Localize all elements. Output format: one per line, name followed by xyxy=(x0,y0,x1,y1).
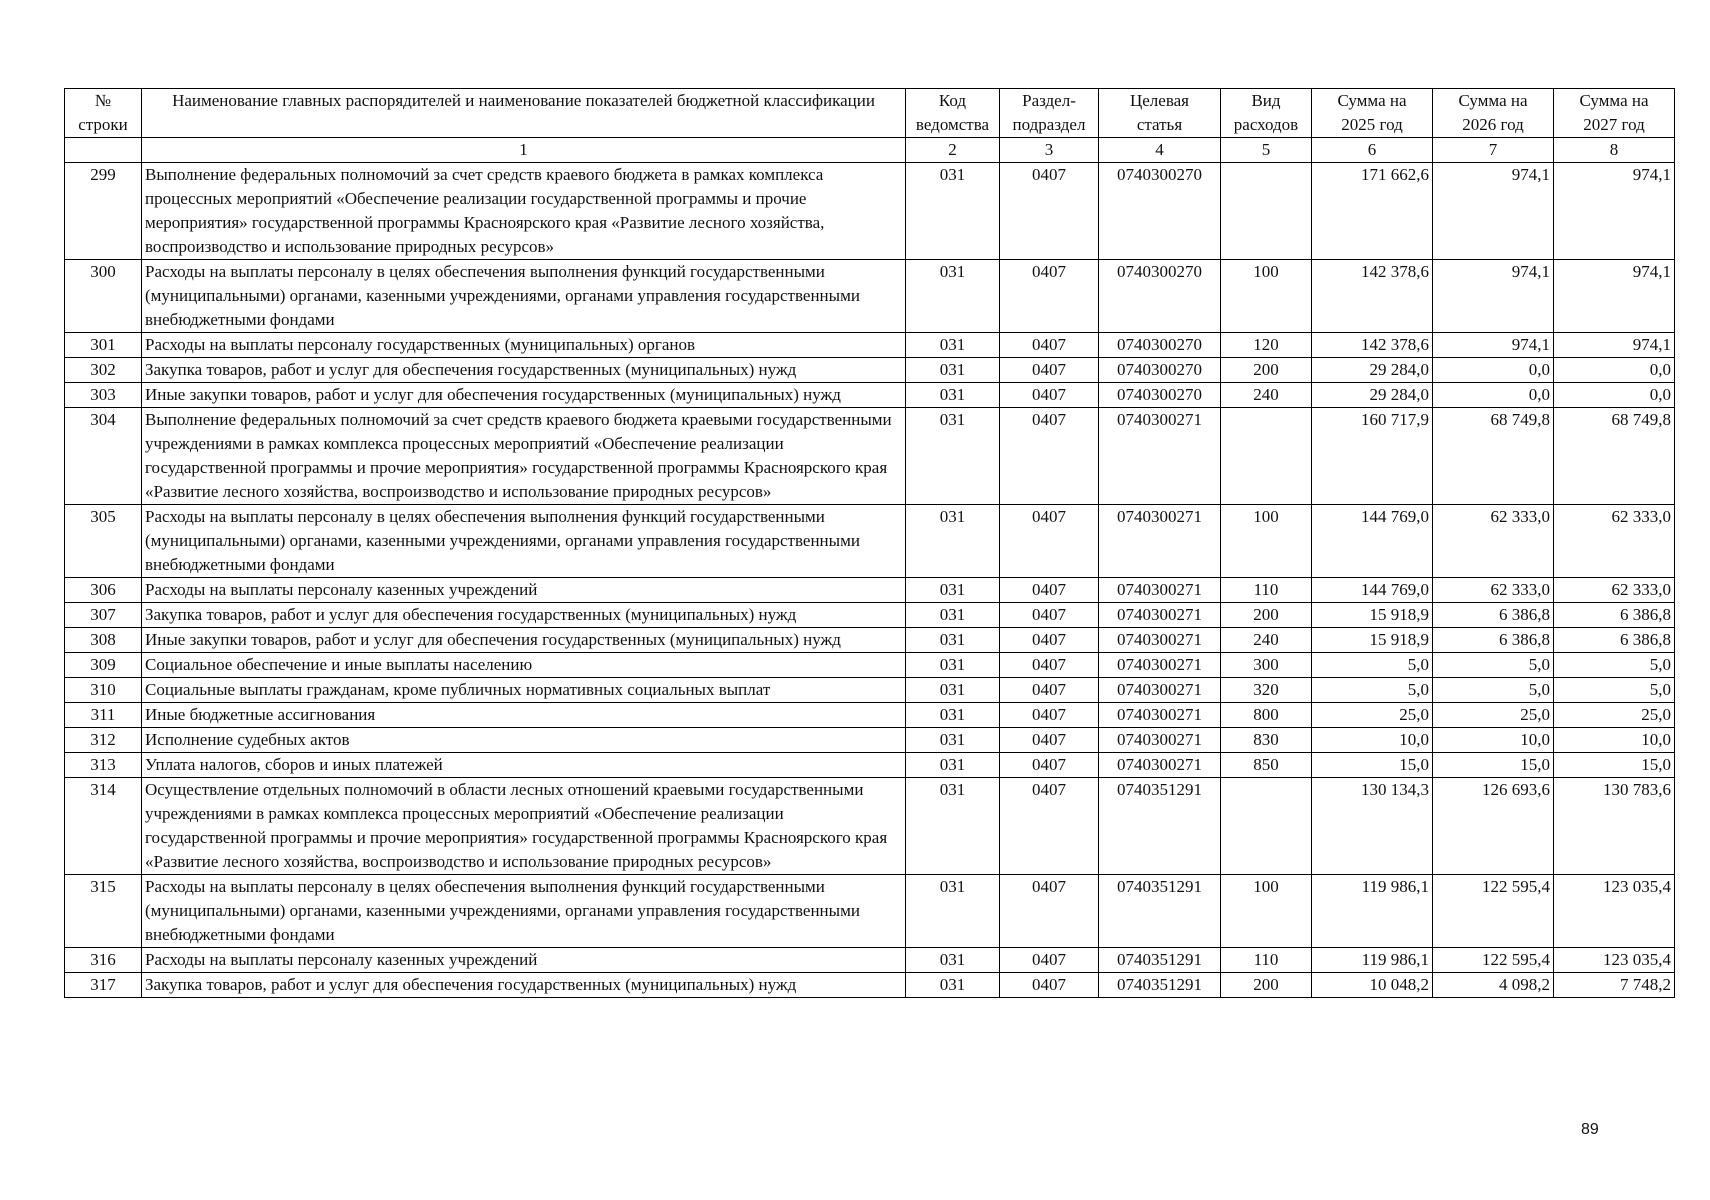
dept-code: 031 xyxy=(906,603,1000,628)
section-code: 0407 xyxy=(1000,728,1099,753)
table-row xyxy=(65,678,1675,703)
table-row xyxy=(65,408,1675,505)
column-number: 6 xyxy=(1312,138,1433,163)
sum-2026: 15,0 xyxy=(1433,753,1554,778)
row-name: Расходы на выплаты персоналу казенных учреждений xyxy=(142,948,906,973)
sum-2026: 62 333,0 xyxy=(1433,578,1554,603)
column-number: 8 xyxy=(1554,138,1675,163)
row-number: 317 xyxy=(65,973,142,998)
column-number: 4 xyxy=(1099,138,1221,163)
section-code: 0407 xyxy=(1000,333,1099,358)
section-code: 0407 xyxy=(1000,603,1099,628)
sum-2026: 10,0 xyxy=(1433,728,1554,753)
dept-code: 031 xyxy=(906,578,1000,603)
sum-2027: 130 783,6 xyxy=(1554,778,1675,875)
sum-2025: 160 717,9 xyxy=(1312,408,1433,505)
section-code: 0407 xyxy=(1000,653,1099,678)
dept-code: 031 xyxy=(906,678,1000,703)
sum-2025: 29 284,0 xyxy=(1312,358,1433,383)
expense-type: 110 xyxy=(1221,578,1312,603)
expense-type: 200 xyxy=(1221,603,1312,628)
sum-2026: 68 749,8 xyxy=(1433,408,1554,505)
sum-2027: 0,0 xyxy=(1554,383,1675,408)
table-row xyxy=(65,578,1675,603)
row-name: Расходы на выплаты персоналу в целях обеспечения выполнения функций государственными (муниципальными) органами, казенными учреждениями, органами управления государственными внебюджетными фондами xyxy=(142,260,906,333)
sum-2025: 5,0 xyxy=(1312,678,1433,703)
target-article: 0740300271 xyxy=(1099,728,1221,753)
sum-2026: 0,0 xyxy=(1433,358,1554,383)
row-name: Исполнение судебных актов xyxy=(142,728,906,753)
table-row xyxy=(65,163,1675,260)
sum-2027: 6 386,8 xyxy=(1554,628,1675,653)
section-code: 0407 xyxy=(1000,703,1099,728)
page-number: 89 xyxy=(1581,1121,1599,1138)
sum-2026: 62 333,0 xyxy=(1433,505,1554,578)
header-row-number: № строки xyxy=(65,89,142,138)
sum-2027: 15,0 xyxy=(1554,753,1675,778)
table-body xyxy=(65,163,1675,998)
row-number: 301 xyxy=(65,333,142,358)
sum-2027: 5,0 xyxy=(1554,678,1675,703)
row-name: Иные бюджетные ассигнования xyxy=(142,703,906,728)
sum-2026: 126 693,6 xyxy=(1433,778,1554,875)
expense-type xyxy=(1221,778,1312,875)
sum-2025: 142 378,6 xyxy=(1312,333,1433,358)
expense-type: 200 xyxy=(1221,358,1312,383)
sum-2025: 29 284,0 xyxy=(1312,383,1433,408)
dept-code: 031 xyxy=(906,163,1000,260)
target-article: 0740351291 xyxy=(1099,973,1221,998)
expense-type: 240 xyxy=(1221,383,1312,408)
dept-code: 031 xyxy=(906,728,1000,753)
row-number: 302 xyxy=(65,358,142,383)
header-sum-2026: Сумма на 2026 год xyxy=(1433,89,1554,138)
sum-2025: 171 662,6 xyxy=(1312,163,1433,260)
sum-2026: 5,0 xyxy=(1433,678,1554,703)
target-article: 0740300271 xyxy=(1099,753,1221,778)
sum-2027: 62 333,0 xyxy=(1554,578,1675,603)
sum-2025: 10 048,2 xyxy=(1312,973,1433,998)
section-code: 0407 xyxy=(1000,778,1099,875)
section-code: 0407 xyxy=(1000,628,1099,653)
budget-table xyxy=(64,88,1675,998)
table-row xyxy=(65,505,1675,578)
header-sum-2027: Сумма на 2027 год xyxy=(1554,89,1675,138)
dept-code: 031 xyxy=(906,383,1000,408)
section-code: 0407 xyxy=(1000,260,1099,333)
target-article: 0740351291 xyxy=(1099,778,1221,875)
header-section: Раздел- подраздел xyxy=(1000,89,1099,138)
row-number: 315 xyxy=(65,875,142,948)
target-article: 0740300270 xyxy=(1099,163,1221,260)
section-code: 0407 xyxy=(1000,875,1099,948)
expense-type: 110 xyxy=(1221,948,1312,973)
target-article: 0740300271 xyxy=(1099,653,1221,678)
row-name: Расходы на выплаты персоналу казенных учреждений xyxy=(142,578,906,603)
row-name: Закупка товаров, работ и услуг для обеспечения государственных (муниципальных) нужд xyxy=(142,973,906,998)
target-article: 0740300270 xyxy=(1099,358,1221,383)
table-row xyxy=(65,383,1675,408)
row-number: 306 xyxy=(65,578,142,603)
dept-code: 031 xyxy=(906,628,1000,653)
sum-2027: 25,0 xyxy=(1554,703,1675,728)
table-row xyxy=(65,973,1675,998)
sum-2026: 0,0 xyxy=(1433,383,1554,408)
table-row xyxy=(65,333,1675,358)
target-article: 0740300271 xyxy=(1099,505,1221,578)
section-code: 0407 xyxy=(1000,973,1099,998)
table-header xyxy=(65,89,1675,163)
table-row xyxy=(65,603,1675,628)
dept-code: 031 xyxy=(906,358,1000,383)
section-code: 0407 xyxy=(1000,753,1099,778)
sum-2027: 10,0 xyxy=(1554,728,1675,753)
dept-code: 031 xyxy=(906,875,1000,948)
row-number: 316 xyxy=(65,948,142,973)
sum-2026: 6 386,8 xyxy=(1433,603,1554,628)
sum-2027: 68 749,8 xyxy=(1554,408,1675,505)
table-row xyxy=(65,753,1675,778)
row-number: 314 xyxy=(65,778,142,875)
sum-2027: 123 035,4 xyxy=(1554,875,1675,948)
sum-2027: 974,1 xyxy=(1554,260,1675,333)
sum-2025: 119 986,1 xyxy=(1312,948,1433,973)
dept-code: 031 xyxy=(906,408,1000,505)
row-number: 310 xyxy=(65,678,142,703)
row-name: Иные закупки товаров, работ и услуг для обеспечения государственных (муниципальных) нужд xyxy=(142,628,906,653)
target-article: 0740300271 xyxy=(1099,678,1221,703)
header-target-article: Целевая статья xyxy=(1099,89,1221,138)
sum-2025: 15 918,9 xyxy=(1312,603,1433,628)
dept-code: 031 xyxy=(906,778,1000,875)
section-code: 0407 xyxy=(1000,505,1099,578)
row-name: Уплата налогов, сборов и иных платежей xyxy=(142,753,906,778)
table-row xyxy=(65,653,1675,678)
row-name: Закупка товаров, работ и услуг для обеспечения государственных (муниципальных) нужд xyxy=(142,603,906,628)
header-expense-type: Вид расходов xyxy=(1221,89,1312,138)
sum-2026: 974,1 xyxy=(1433,260,1554,333)
table-row xyxy=(65,703,1675,728)
sum-2026: 5,0 xyxy=(1433,653,1554,678)
section-code: 0407 xyxy=(1000,948,1099,973)
column-number-row xyxy=(65,138,1675,163)
row-number: 304 xyxy=(65,408,142,505)
sum-2025: 144 769,0 xyxy=(1312,505,1433,578)
section-code: 0407 xyxy=(1000,358,1099,383)
target-article: 0740300270 xyxy=(1099,260,1221,333)
expense-type: 320 xyxy=(1221,678,1312,703)
row-number: 309 xyxy=(65,653,142,678)
row-name: Иные закупки товаров, работ и услуг для обеспечения государственных (муниципальных) нужд xyxy=(142,383,906,408)
dept-code: 031 xyxy=(906,333,1000,358)
target-article: 0740300271 xyxy=(1099,578,1221,603)
sum-2025: 130 134,3 xyxy=(1312,778,1433,875)
sum-2025: 142 378,6 xyxy=(1312,260,1433,333)
sum-2027: 974,1 xyxy=(1554,333,1675,358)
sum-2026: 25,0 xyxy=(1433,703,1554,728)
header-name: Наименование главных распорядителей и наименование показателей бюджетной классификации xyxy=(142,89,906,138)
table-row xyxy=(65,875,1675,948)
header-dept-code: Код ведомства xyxy=(906,89,1000,138)
row-name: Расходы на выплаты персоналу в целях обеспечения выполнения функций государственными (муниципальными) органами, казенными учреждениями, органами управления государственными внебюджетными фондами xyxy=(142,505,906,578)
row-name: Социальное обеспечение и иные выплаты населению xyxy=(142,653,906,678)
expense-type: 300 xyxy=(1221,653,1312,678)
section-code: 0407 xyxy=(1000,678,1099,703)
sum-2026: 6 386,8 xyxy=(1433,628,1554,653)
sum-2026: 974,1 xyxy=(1433,163,1554,260)
row-number: 300 xyxy=(65,260,142,333)
expense-type: 100 xyxy=(1221,505,1312,578)
dept-code: 031 xyxy=(906,703,1000,728)
section-code: 0407 xyxy=(1000,408,1099,505)
dept-code: 031 xyxy=(906,653,1000,678)
expense-type xyxy=(1221,163,1312,260)
dept-code: 031 xyxy=(906,948,1000,973)
section-code: 0407 xyxy=(1000,383,1099,408)
sum-2027: 6 386,8 xyxy=(1554,603,1675,628)
target-article: 0740300270 xyxy=(1099,333,1221,358)
expense-type: 850 xyxy=(1221,753,1312,778)
sum-2027: 0,0 xyxy=(1554,358,1675,383)
expense-type: 240 xyxy=(1221,628,1312,653)
dept-code: 031 xyxy=(906,505,1000,578)
dept-code: 031 xyxy=(906,973,1000,998)
dept-code: 031 xyxy=(906,260,1000,333)
sum-2025: 15 918,9 xyxy=(1312,628,1433,653)
target-article: 0740351291 xyxy=(1099,948,1221,973)
expense-type: 800 xyxy=(1221,703,1312,728)
sum-2026: 974,1 xyxy=(1433,333,1554,358)
sum-2026: 122 595,4 xyxy=(1433,948,1554,973)
sum-2026: 122 595,4 xyxy=(1433,875,1554,948)
table-row xyxy=(65,260,1675,333)
column-number: 3 xyxy=(1000,138,1099,163)
row-name: Выполнение федеральных полномочий за счет средств краевого бюджета в рамках комплекса процессных мероприятий «Обеспечение реализации государственной программы и прочие мероприятия» государственной программы Красноярского края «Развитие лесного хозяйства, воспроизводство и использование природных ресурсов» xyxy=(142,163,906,260)
table-row xyxy=(65,728,1675,753)
row-number: 299 xyxy=(65,163,142,260)
sum-2025: 144 769,0 xyxy=(1312,578,1433,603)
row-number: 303 xyxy=(65,383,142,408)
table-row xyxy=(65,948,1675,973)
target-article: 0740351291 xyxy=(1099,875,1221,948)
row-number: 313 xyxy=(65,753,142,778)
row-number: 311 xyxy=(65,703,142,728)
row-name: Расходы на выплаты персоналу в целях обеспечения выполнения функций государственными (муниципальными) органами, казенными учреждениями, органами управления государственными внебюджетными фондами xyxy=(142,875,906,948)
row-number: 305 xyxy=(65,505,142,578)
sum-2025: 10,0 xyxy=(1312,728,1433,753)
row-name: Выполнение федеральных полномочий за счет средств краевого бюджета краевыми государственными учреждениями в рамках комплекса процессных мероприятий «Обеспечение реализации государственной программы и прочие мероприятия» государственной программы Красноярского края «Развитие лесного хозяйства, воспроизводство и использование природных ресурсов» xyxy=(142,408,906,505)
sum-2027: 123 035,4 xyxy=(1554,948,1675,973)
expense-type xyxy=(1221,408,1312,505)
row-number: 308 xyxy=(65,628,142,653)
sum-2027: 5,0 xyxy=(1554,653,1675,678)
sum-2025: 25,0 xyxy=(1312,703,1433,728)
row-number: 307 xyxy=(65,603,142,628)
dept-code: 031 xyxy=(906,753,1000,778)
row-name: Социальные выплаты гражданам, кроме публичных нормативных социальных выплат xyxy=(142,678,906,703)
expense-type: 120 xyxy=(1221,333,1312,358)
row-number: 312 xyxy=(65,728,142,753)
column-number: 1 xyxy=(142,138,906,163)
expense-type: 100 xyxy=(1221,875,1312,948)
sum-2027: 7 748,2 xyxy=(1554,973,1675,998)
sum-2025: 119 986,1 xyxy=(1312,875,1433,948)
expense-type: 830 xyxy=(1221,728,1312,753)
column-number: 5 xyxy=(1221,138,1312,163)
table-row xyxy=(65,358,1675,383)
table-row xyxy=(65,628,1675,653)
section-code: 0407 xyxy=(1000,578,1099,603)
sum-2026: 4 098,2 xyxy=(1433,973,1554,998)
target-article: 0740300271 xyxy=(1099,408,1221,505)
section-code: 0407 xyxy=(1000,163,1099,260)
header-sum-2025: Сумма на 2025 год xyxy=(1312,89,1433,138)
target-article: 0740300271 xyxy=(1099,703,1221,728)
row-name: Закупка товаров, работ и услуг для обеспечения государственных (муниципальных) нужд xyxy=(142,358,906,383)
sum-2027: 974,1 xyxy=(1554,163,1675,260)
column-number: 7 xyxy=(1433,138,1554,163)
row-name: Расходы на выплаты персоналу государственных (муниципальных) органов xyxy=(142,333,906,358)
sum-2027: 62 333,0 xyxy=(1554,505,1675,578)
target-article: 0740300271 xyxy=(1099,603,1221,628)
table-row xyxy=(65,778,1675,875)
column-number: 2 xyxy=(906,138,1000,163)
row-name: Осуществление отдельных полномочий в области лесных отношений краевыми государственными учреждениями в рамках комплекса процессных мероприятий «Обеспечение реализации государственной программы и прочие мероприятия» государственной программы Красноярского края «Развитие лесного хозяйства, воспроизводство и использование природных ресурсов» xyxy=(142,778,906,875)
sum-2025: 5,0 xyxy=(1312,653,1433,678)
target-article: 0740300271 xyxy=(1099,628,1221,653)
expense-type: 200 xyxy=(1221,973,1312,998)
target-article: 0740300270 xyxy=(1099,383,1221,408)
sum-2025: 15,0 xyxy=(1312,753,1433,778)
expense-type: 100 xyxy=(1221,260,1312,333)
